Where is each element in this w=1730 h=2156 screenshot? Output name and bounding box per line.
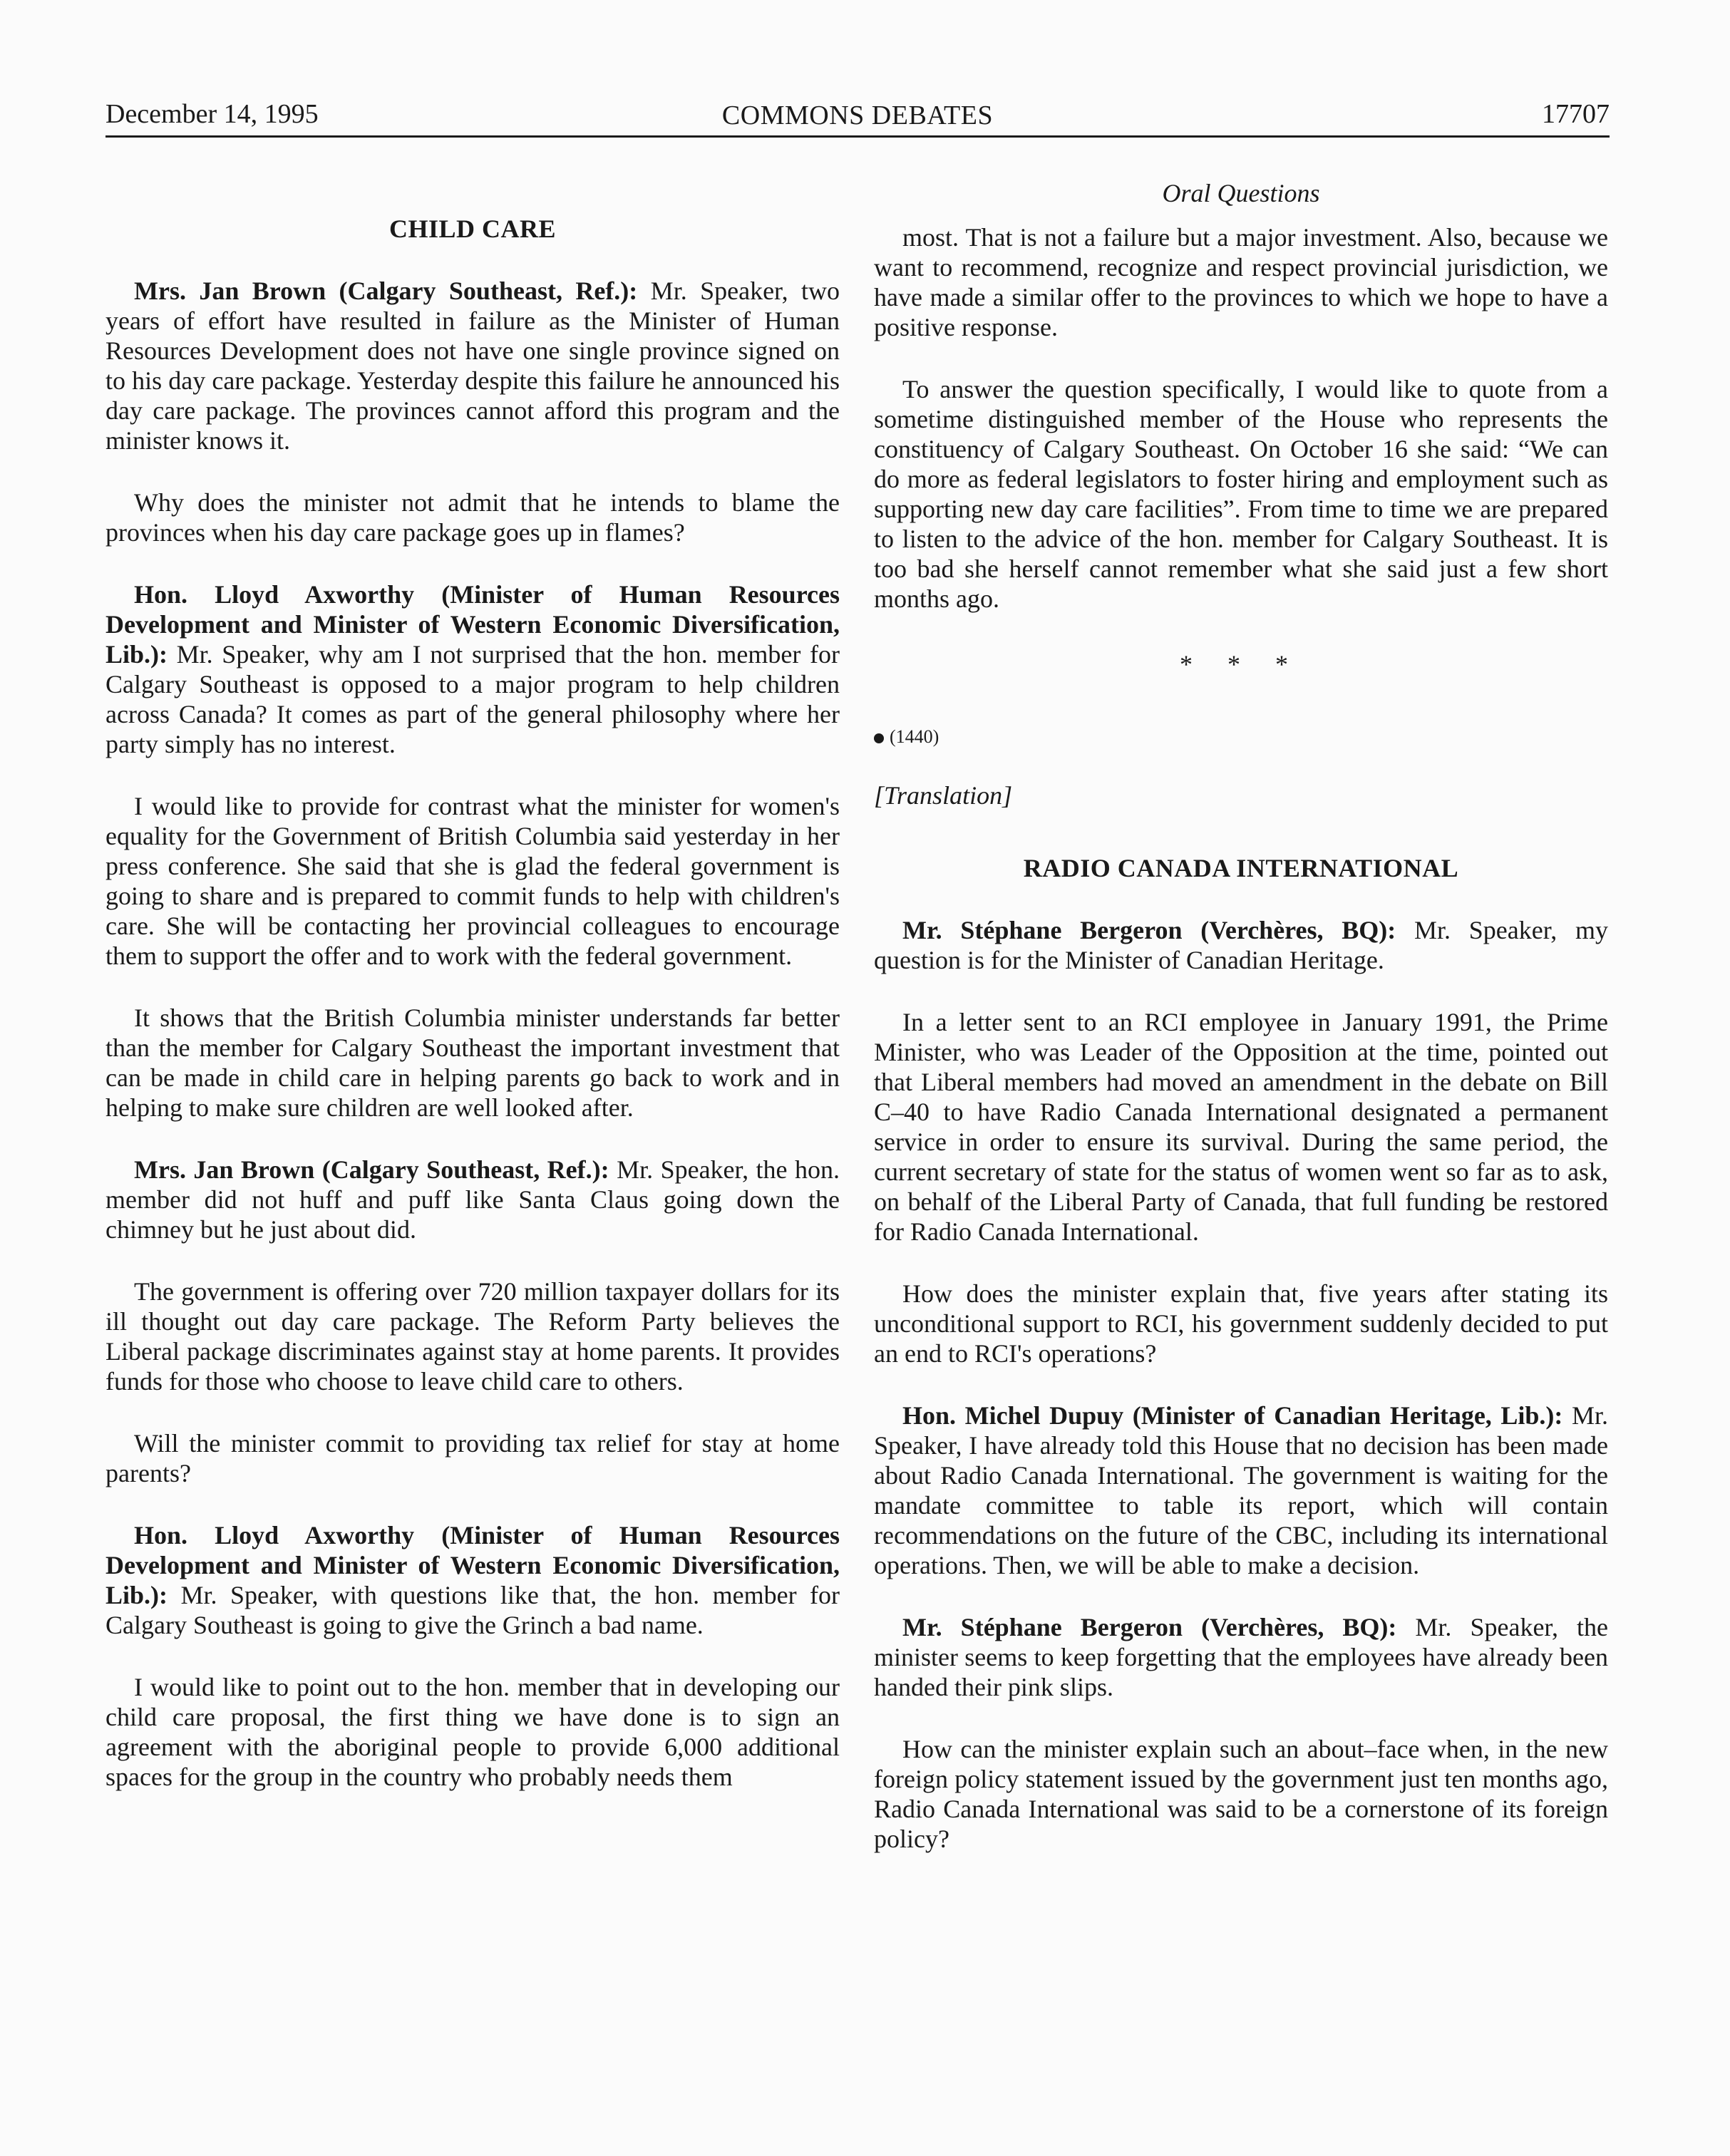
paragraph — [105, 1276, 840, 1396]
paragraph-text: I would like to point out to the hon. member that in developing our child care proposal, the first thing we have done is to sign an agreement with the aboriginal people to provide 6,000 additional spaces for the group in the country who probably needs them — [105, 1673, 840, 1791]
paragraph — [105, 791, 840, 971]
paragraph-text: In a letter sent to an RCI employee in January 1991, the Prime Minister, who was Leader of the Opposition at the time, pointed out that Liberal members had moved an amendment in the debate on Bill C–40 to have Radio Canada International designated a permanent service in order to ensure its survival. During the same period, the current secretary of state for the status of women went so far as to ask, on behalf of the Liberal Party of Canada, that full funding be restored for Radio Canada International. — [874, 1008, 1608, 1246]
paragraph — [874, 915, 1608, 975]
translation-label: [Translation] — [874, 781, 1013, 810]
right-paragraphs-top — [874, 222, 1608, 614]
paragraph — [105, 1155, 840, 1244]
paragraph-text: It shows that the British Columbia minister understands far better than the member for Calgary Southeast the important investment that can be made in child care in helping parents go back to work and in helping to make sure children are well looked after. — [105, 1004, 840, 1122]
paragraph-text: Mr. Speaker, with questions like that, the hon. member for Calgary Southeast is going to give the Grinch a bad name. — [105, 1581, 840, 1639]
speaker-name: Hon. Lloyd Axworthy (Minister of Human Resources Development and Minister of Western Economic Diversification, Lib.): — [105, 1521, 840, 1609]
header-title: COMMONS DEBATES — [721, 100, 994, 130]
right-paragraphs-bottom — [874, 915, 1608, 1854]
paragraph — [874, 1612, 1608, 1702]
paragraph-text: How can the minister explain such an about–face when, in the new foreign policy statement issued by the government just ten months ago, Radio Canada International was said to be a cornerstone of its foreign policy? — [874, 1735, 1608, 1853]
paragraph — [105, 276, 840, 455]
paragraph — [874, 1007, 1608, 1247]
speaker-name: Mrs. Jan Brown (Calgary Southeast, Ref.): — [134, 1155, 609, 1184]
speaker-name: Mr. Stéphane Bergeron (Verchères, BQ): — [902, 916, 1396, 944]
paragraph-text: The government is offering over 720 million taxpayer dollars for its ill thought out day care package. The Reform Party believes the Liberal package discriminates against stay at home parents. It provides funds for those who choose to leave child care to others. — [105, 1277, 840, 1396]
bullet-icon — [874, 733, 884, 743]
speaker-name: Mrs. Jan Brown (Calgary Southeast, Ref.): — [134, 277, 638, 305]
page-header — [105, 93, 1610, 138]
paragraph — [105, 1520, 840, 1640]
paragraph — [874, 222, 1608, 342]
section-heading-child-care: CHILD CARE — [388, 215, 557, 243]
paragraph-text: Mr. Speaker, I have already told this House that no decision has been made about Radio Canada International. The government is waiting for the mandate committee to table its report, which will contain recommendations on the future of the CBC, including its international operations. Then, we will be able to make a decision. — [874, 1401, 1608, 1579]
paragraph — [874, 1734, 1608, 1854]
paragraph — [105, 579, 840, 759]
left-column — [105, 214, 840, 1824]
paragraph-text: How does the minister explain that, five years after stating its unconditional support to RCI, his government suddenly decided to put an end to RCI's operations? — [874, 1279, 1608, 1368]
paragraph-text: Mr. Speaker, my question is for the Minister of Canadian Heritage. — [874, 916, 1608, 974]
paragraph-text: Mr. Speaker, the minister seems to keep forgetting that the employees have already been handed their pink slips. — [874, 1613, 1608, 1701]
section-heading-rci: RADIO CANADA INTERNATIONAL — [1023, 854, 1459, 882]
speaker-name: Hon. Lloyd Axworthy (Minister of Human Resources Development and Minister of Western Economic Diversification, Lib.): — [105, 580, 840, 669]
paragraph-text: I would like to provide for contrast what the minister for women's equality for the Government of British Columbia said yesterday in her press conference. She said that she is glad the federal government is going to share and is prepared to commit funds to help with children's care. She will be contacting her provincial colleagues to encourage them to support the offer and to work with the federal government. — [105, 792, 840, 970]
paragraph — [105, 1672, 840, 1792]
paragraph-text: Will the minister commit to providing tax relief for stay at home parents? — [105, 1429, 840, 1487]
paragraph-text: most. That is not a failure but a major investment. Also, because we want to recommend, recognize and respect provincial jurisdiction, we have made a similar offer to the provinces to which we hope to have a positive response. — [874, 223, 1608, 341]
speaker-name: Hon. Michel Dupuy (Minister of Canadian Heritage, Lib.): — [902, 1401, 1563, 1430]
paragraph — [874, 1279, 1608, 1368]
right-column — [874, 178, 1608, 1886]
timestamp — [874, 722, 1608, 752]
timestamp-text: (1440) — [890, 726, 939, 747]
paragraph-text: Mr. Speaker, two years of effort have resulted in failure as the Minister of Human Resources Development does not have one single province signed on to his day care package. Yesterday despite this failure he announced his day care package. The provinces cannot afford this program and the minister knows it. — [105, 277, 840, 455]
paragraph-text: To answer the question specifically, I would like to quote from a sometime distinguished member of the House who represents the constituency of Calgary Southeast. On October 16 she said: “We can do more as federal legislators to foster hiring and employment such as supporting new day care facilities”. From time to time we are prepared to listen to the advice of the hon. member for Calgary Southeast. It is too bad she herself cannot remember what she said just a few short months ago. — [874, 375, 1608, 613]
left-paragraphs — [105, 276, 840, 1792]
paragraph-text: Why does the minister not admit that he intends to blame the provinces when his day care package goes up in flames? — [105, 488, 840, 547]
speaker-name: Mr. Stéphane Bergeron (Verchères, BQ): — [902, 1613, 1397, 1641]
section-separator: * * * — [1180, 650, 1302, 679]
paragraph — [105, 1003, 840, 1123]
paragraph-text: Mr. Speaker, the hon. member did not huff and puff like Santa Claus going down the chimney but he just about did. — [105, 1155, 840, 1244]
paragraph — [874, 374, 1608, 614]
header-page-number: 17707 — [1542, 99, 1610, 129]
header-date: December 14, 1995 — [105, 99, 319, 129]
paragraph-text: Mr. Speaker, why am I not surprised that the hon. member for Calgary Southeast is opposed to a major program to help children across Canada? It comes as part of the general philosophy where her party simply has no interest. — [105, 640, 840, 758]
paragraph — [105, 488, 840, 547]
paragraph — [874, 1401, 1608, 1580]
running-section-label: Oral Questions — [1162, 179, 1320, 207]
paragraph — [105, 1428, 840, 1488]
